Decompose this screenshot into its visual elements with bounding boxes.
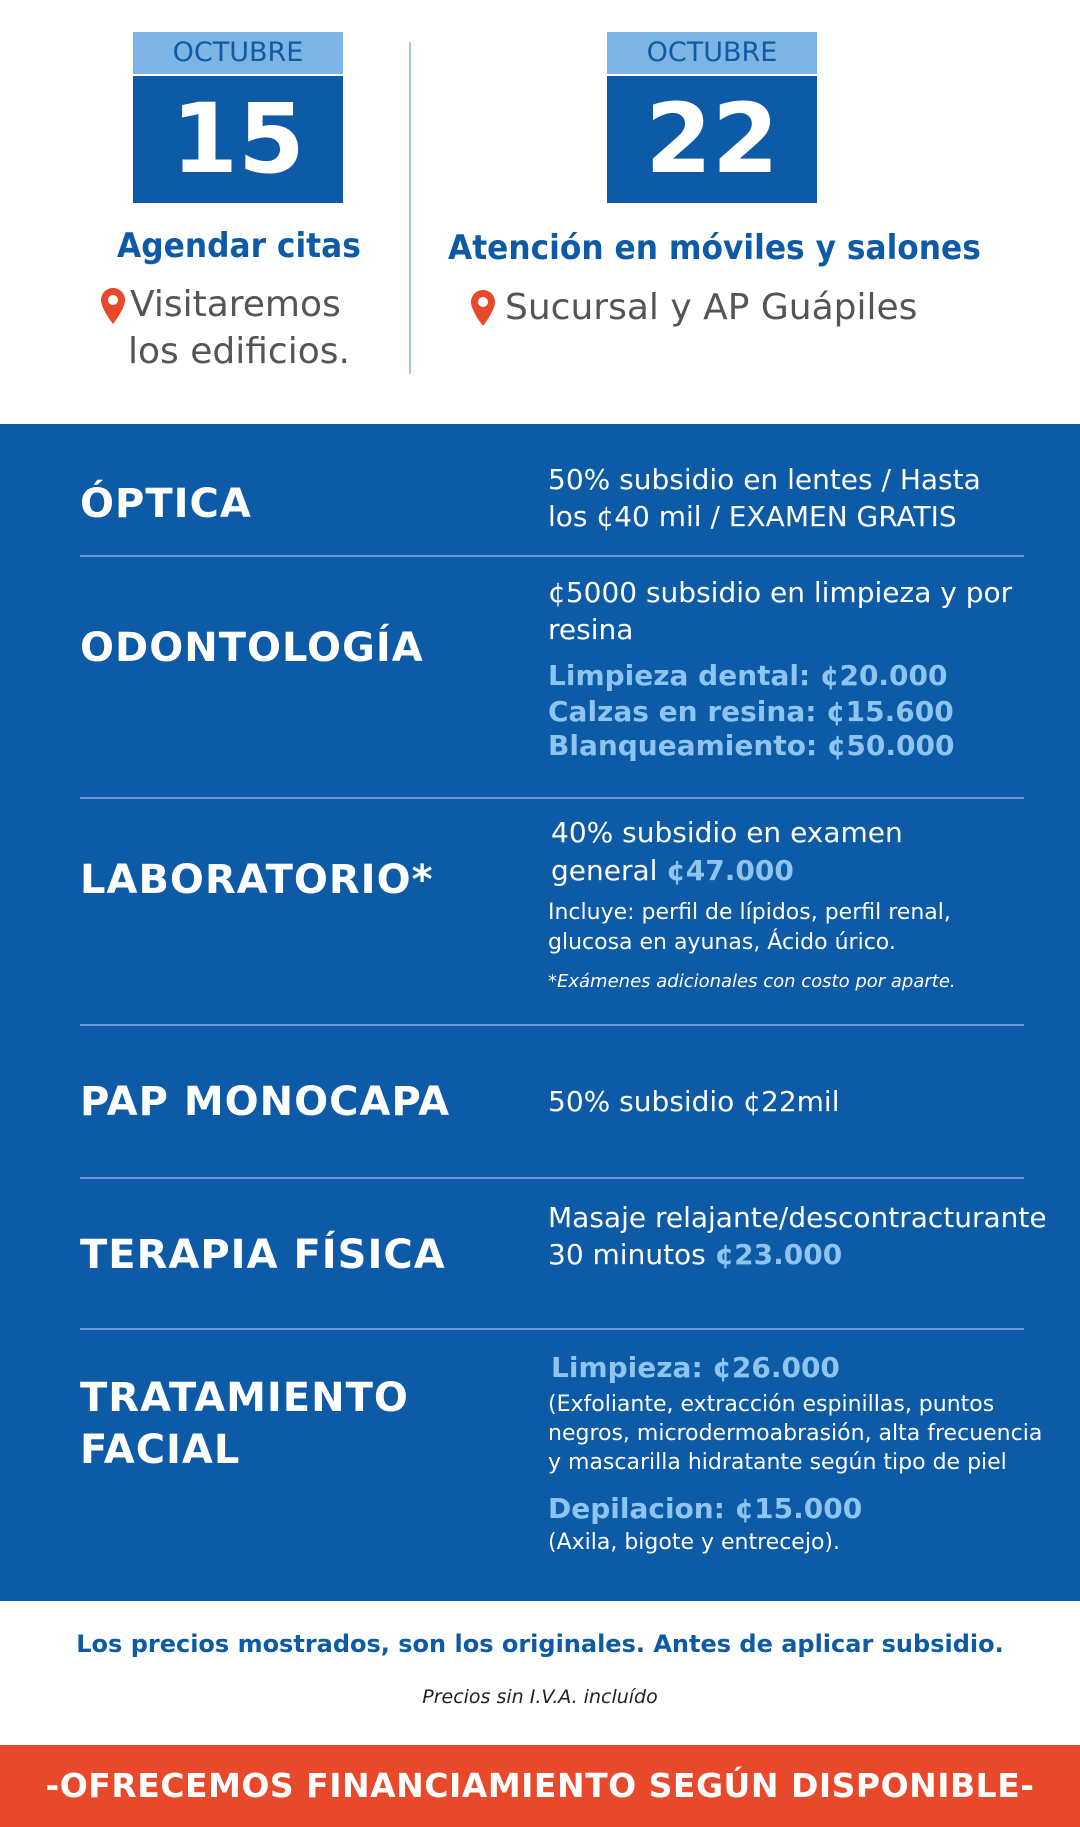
facial-detail-1: (Exfoliante, extracción espinillas, puntos bbox=[548, 1392, 995, 1417]
optica-line-1: 50% subsidio en lentes / Hasta bbox=[548, 463, 981, 496]
event-location-2: Sucursal y AP Guápiles bbox=[505, 287, 918, 328]
financing-banner: -OFRECEMOS FINANCIAMIENTO SEGÚN DISPONIBLE- bbox=[0, 1745, 1080, 1827]
facial-price-2: Depilacion: ¢15.000 bbox=[548, 1492, 863, 1525]
section-divider bbox=[80, 1024, 1024, 1026]
calendar-day: 22 bbox=[607, 76, 817, 203]
odontologia-price-3: Blanqueamiento: ¢50.000 bbox=[548, 729, 955, 762]
section-title-odontologia: ODONTOLOGÍA bbox=[80, 625, 424, 671]
location-pin-icon bbox=[470, 289, 496, 327]
calendar-event-1 bbox=[133, 32, 343, 203]
event-location-1a: Visitaremos bbox=[130, 284, 341, 325]
section-title-pap: PAP MONOCAPA bbox=[80, 1079, 451, 1125]
calendar-month: OCTUBRE bbox=[133, 32, 343, 74]
laboratorio-detail-1: Incluye: perfil de lípidos, perfil renal, bbox=[548, 900, 951, 925]
section-divider bbox=[80, 1328, 1024, 1330]
terapia-price: ¢23.000 bbox=[714, 1238, 843, 1271]
odontologia-line-2: resina bbox=[548, 613, 634, 646]
facial-detail-4: (Axila, bigote y entrecejo). bbox=[548, 1530, 840, 1555]
vertical-divider bbox=[409, 42, 411, 374]
odontologia-line-1: ¢5000 subsidio en limpieza y por bbox=[548, 576, 1013, 609]
events-header bbox=[0, 0, 1080, 424]
terapia-line-2: 30 minutos ¢23.000 bbox=[548, 1238, 843, 1271]
laboratorio-price: ¢47.000 bbox=[666, 854, 794, 887]
price-disclaimer: Los precios mostrados, son los originales. Antes de aplicar subsidio. bbox=[76, 1630, 1004, 1658]
services-panel bbox=[0, 424, 1080, 1601]
section-title-terapia: TERAPIA FÍSICA bbox=[80, 1232, 446, 1278]
section-divider bbox=[80, 797, 1024, 799]
laboratorio-line-1: 40% subsidio en examen bbox=[551, 816, 903, 849]
optica-line-2: los ¢40 mil / EXAMEN GRATIS bbox=[548, 500, 957, 533]
terapia-line-1: Masaje relajante/descontracturante bbox=[548, 1201, 1047, 1234]
section-divider bbox=[80, 1177, 1024, 1179]
calendar-month: OCTUBRE bbox=[607, 32, 817, 74]
section-title-facial-1: TRATAMIENTO bbox=[80, 1375, 409, 1421]
section-title-facial-2: FACIAL bbox=[80, 1427, 241, 1473]
tax-note: Precios sin I.V.A. incluído bbox=[422, 1686, 658, 1708]
pap-line-1: 50% subsidio ¢22mil bbox=[548, 1085, 840, 1118]
location-pin-icon bbox=[100, 287, 126, 325]
section-divider bbox=[80, 555, 1024, 557]
odontologia-price-1: Limpieza dental: ¢20.000 bbox=[548, 659, 948, 692]
calendar-day: 15 bbox=[133, 76, 343, 203]
calendar-event-2 bbox=[607, 32, 817, 203]
facial-detail-3: y mascarilla hidratante según tipo de piel bbox=[548, 1450, 1007, 1475]
odontologia-price-2: Calzas en resina: ¢15.600 bbox=[548, 695, 954, 728]
event-title-1: Agendar citas bbox=[117, 226, 361, 266]
laboratorio-detail-2: glucosa en ayunas, Ácido úrico. bbox=[548, 930, 896, 955]
event-location-1b: los edificios. bbox=[128, 331, 350, 372]
facial-price-1: Limpieza: ¢26.000 bbox=[551, 1351, 840, 1384]
laboratorio-footnote: *Exámenes adicionales con costo por aparte. bbox=[548, 971, 956, 992]
section-title-laboratorio: LABORATORIO* bbox=[80, 857, 434, 903]
event-title-2: Atención en móviles y salones bbox=[448, 228, 981, 268]
section-title-optica: ÓPTICA bbox=[80, 481, 252, 527]
facial-detail-2: negros, microdermoabrasión, alta frecuencia bbox=[548, 1421, 1043, 1446]
laboratorio-line-2: general ¢47.000 bbox=[551, 854, 794, 887]
